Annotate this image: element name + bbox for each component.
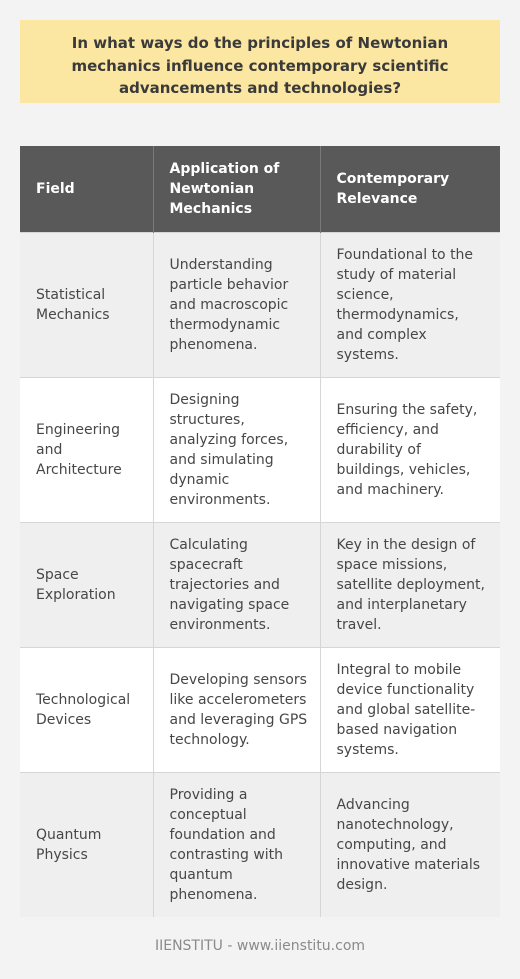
cell-application: Designing structures, analyzing forces, and simulating dynamic environments. — [153, 377, 320, 522]
table-header-row — [20, 146, 500, 232]
cell-relevance: Ensuring the safety, efficiency, and durability of buildings, vehicles, and machinery. — [320, 377, 500, 522]
table-row — [20, 647, 500, 772]
cell-application: Developing sensors like accelerometers and leveraging GPS technology. — [153, 647, 320, 772]
footer-credit: IIENSTITU - www.iienstitu.com — [154, 938, 366, 954]
cell-application: Providing a conceptual foundation and contrasting with quantum phenomena. — [153, 772, 320, 917]
table-row — [20, 232, 500, 377]
cell-field: Engineering and Architecture — [20, 377, 153, 522]
relevance-table — [20, 146, 500, 917]
cell-relevance: Key in the design of space missions, satellite deployment, and interplanetary travel. — [320, 522, 500, 647]
cell-field: Technological Devices — [20, 647, 153, 772]
cell-application: Understanding particle behavior and macroscopic thermodynamic phenomena. — [153, 232, 320, 377]
table-row — [20, 522, 500, 647]
cell-field: Statistical Mechanics — [20, 232, 153, 377]
header-relevance: Contemporary Relevance — [320, 146, 500, 232]
cell-relevance: Integral to mobile device functionality and global satellite-based navigation systems. — [320, 647, 500, 772]
table-row — [20, 377, 500, 522]
question-box — [20, 20, 500, 103]
cell-field: Space Exploration — [20, 522, 153, 647]
cell-application: Calculating spacecraft trajectories and navigating space environments. — [153, 522, 320, 647]
header-application: Application of Newtonian Mechanics — [153, 146, 320, 232]
cell-field: Quantum Physics — [20, 772, 153, 917]
table-row — [20, 772, 500, 917]
cell-relevance: Advancing nanotechnology, computing, and innovative materials design. — [320, 772, 500, 917]
question-text: In what ways do the principles of Newtonian mechanics influence contemporary scientific advancements and technologies? — [71, 34, 449, 97]
header-field: Field — [20, 146, 153, 232]
cell-relevance: Foundational to the study of material science, thermodynamics, and complex systems. — [320, 232, 500, 377]
